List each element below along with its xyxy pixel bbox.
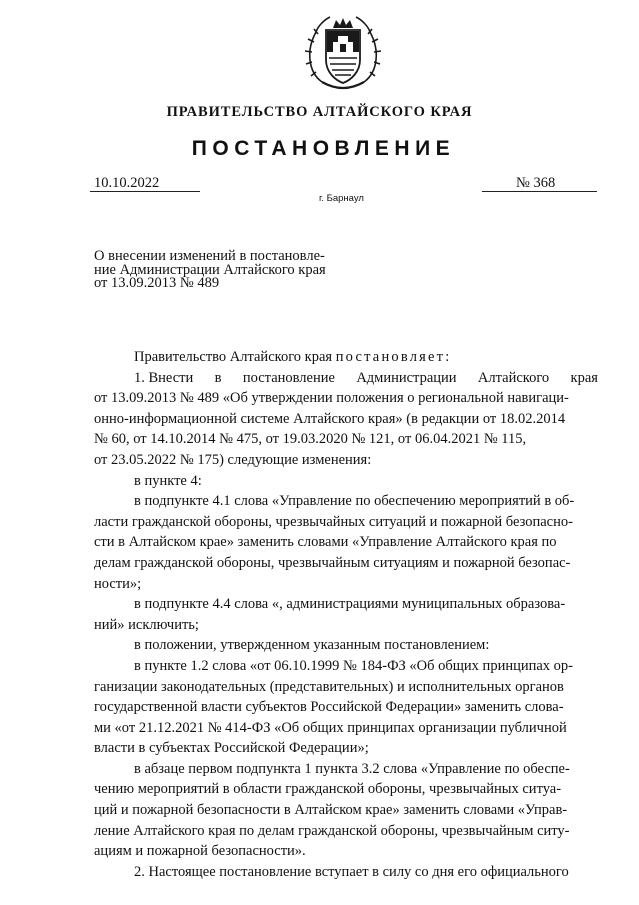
- text-line: государственной власти субъектов Российской Федерации» заменить слова-: [94, 699, 564, 716]
- text-line: в пункте 1.2 слова «от 06.10.1999 № 184-ФЗ «Об общих принципах ор-: [134, 657, 574, 674]
- word: Администрации: [356, 369, 457, 386]
- date-underline: [90, 191, 200, 192]
- government-title: ПРАВИТЕЛЬСТВО АЛТАЙСКОГО КРАЯ: [166, 104, 473, 120]
- text-line: ний» исключить;: [94, 616, 199, 633]
- text-line: онно-информационной системе Алтайского края» (в редакции от 18.02.2014: [94, 410, 566, 427]
- text-line: в пункте 4:: [134, 472, 202, 489]
- coat-of-arms-icon: [300, 12, 386, 96]
- text-line: в абзаце первом подпункта 1 пункта 3.2 слова «Управление по обеспе-: [134, 760, 570, 777]
- text-line: чению мероприятий в области гражданской обороны, чрезвычайных ситуа-: [94, 781, 562, 798]
- text-line: сти в Алтайском крае» заменить словами «Управление Алтайского края по: [94, 534, 557, 551]
- text-line: делам гражданской обороны, чрезвычайным ситуациям и пожарной безопас-: [94, 554, 571, 571]
- text-line: 2. Настоящее постановление вступает в силу со дня его официального: [134, 863, 569, 880]
- intro-verb: постановляет: [335, 349, 446, 365]
- document-type-title: ПОСТАНОВЛЕНИЕ: [191, 137, 456, 160]
- subject-line: ние Администрации Алтайского края: [94, 261, 326, 278]
- paragraph-1-first-line: [94, 368, 598, 389]
- text-line: от 13.09.2013 № 489 «Об утверждении положения о региональной навигаци-: [94, 390, 569, 407]
- subject-line: от 13.09.2013 № 489: [94, 275, 220, 292]
- city-label: г. Барнаул: [319, 193, 364, 204]
- intro-text: Правительство Алтайского края: [134, 349, 336, 365]
- text-line: в положении, утвержденном указанным постановлением:: [134, 637, 490, 654]
- text-line: ациям и пожарной безопасности».: [94, 843, 306, 860]
- document-subject: [94, 250, 394, 291]
- text-line: ганизации законодательных (представительных) и исполнительных органов: [94, 678, 564, 695]
- text-line: от 23.05.2022 № 175) следующие изменения:: [94, 451, 372, 468]
- intro-line: [94, 347, 598, 368]
- word: постановление: [242, 369, 335, 386]
- subject-line: О внесении изменений в постановле-: [94, 248, 325, 264]
- text-line: ласти гражданской обороны, чрезвычайных ситуаций и пожарной безопасно-: [94, 513, 573, 530]
- text-line: в подпункте 4.1 слова «Управление по обеспечению мероприятий в об-: [134, 493, 575, 510]
- text-line: власти в субъектах Российской Федерации»;: [94, 740, 369, 757]
- text-line: в подпункте 4.4 слова «, администрациями муниципальных образова-: [134, 596, 566, 613]
- word: края: [570, 369, 598, 386]
- number-underline: [482, 191, 597, 192]
- text-line: № 60, от 14.10.2014 № 475, от 19.03.2020 № 121, от 06.04.2021 № 115,: [94, 431, 527, 448]
- intro-colon: :: [445, 349, 450, 365]
- text-line: ми «от 21.12.2021 № 414-ФЗ «Об общих принципах организации публичной: [94, 719, 567, 736]
- text-line: ление Алтайского края по делам гражданской обороны, чрезвычайным ситу-: [94, 822, 570, 839]
- text-line: ности»;: [94, 575, 142, 592]
- word: в: [214, 369, 222, 386]
- text-line: ций и пожарной безопасности в Алтайском крае» заменить словами «Управ-: [94, 802, 568, 819]
- document-date: 10.10.2022: [94, 175, 160, 191]
- word: Алтайского: [477, 369, 550, 386]
- document-body: [94, 347, 598, 882]
- document-number: № 368: [516, 175, 556, 191]
- word: 1. Внести: [134, 369, 194, 386]
